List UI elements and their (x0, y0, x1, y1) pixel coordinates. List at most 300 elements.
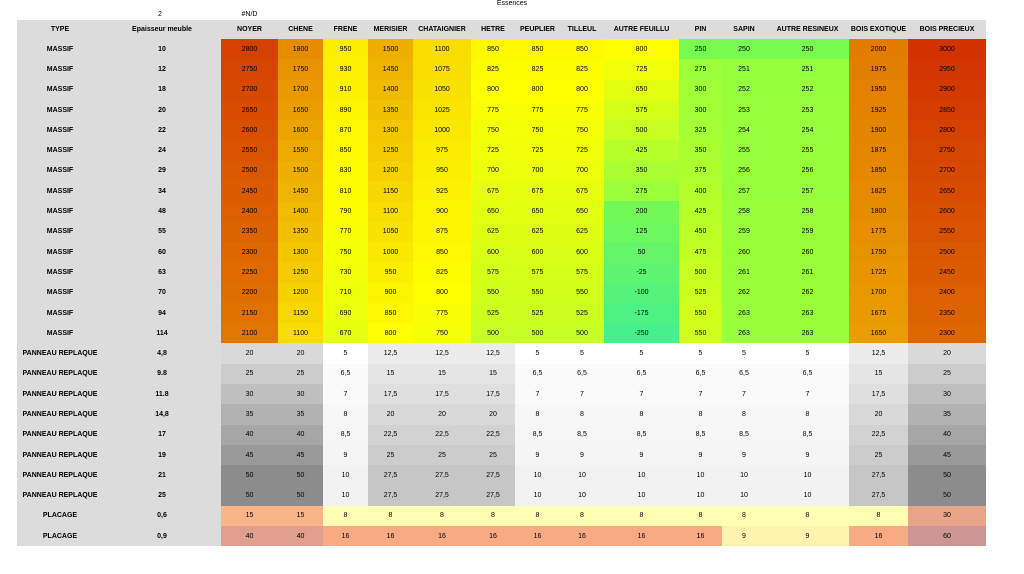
value-cell[interactable]: 800 (515, 80, 560, 100)
value-cell[interactable]: 8,5 (766, 425, 849, 445)
value-cell[interactable]: 200 (604, 201, 679, 221)
value-cell[interactable]: 700 (515, 161, 560, 181)
value-cell[interactable]: 5 (560, 343, 604, 363)
value-cell[interactable]: 9 (766, 445, 849, 465)
row-type-cell[interactable]: PLACAGE (17, 526, 103, 546)
value-cell[interactable]: 22,5 (368, 425, 413, 445)
value-cell[interactable]: 9 (560, 445, 604, 465)
value-cell[interactable]: 1775 (849, 222, 908, 242)
value-cell[interactable]: 8 (323, 404, 368, 424)
value-cell[interactable]: 10 (766, 486, 849, 506)
row-type-cell[interactable]: MASSIF (17, 59, 103, 79)
value-cell[interactable]: 6,5 (766, 364, 849, 384)
value-cell[interactable]: 5 (679, 343, 722, 363)
value-cell[interactable]: 850 (560, 39, 604, 59)
value-cell[interactable]: 262 (722, 283, 766, 303)
value-cell[interactable]: 25 (368, 445, 413, 465)
value-cell[interactable]: 7 (560, 384, 604, 404)
value-cell[interactable]: 5 (766, 343, 849, 363)
value-cell[interactable]: 275 (679, 59, 722, 79)
value-cell[interactable]: 375 (679, 161, 722, 181)
value-cell[interactable]: 1300 (368, 120, 413, 140)
value-cell[interactable]: 825 (413, 262, 471, 282)
value-cell[interactable]: 500 (560, 323, 604, 343)
value-cell[interactable]: 830 (323, 161, 368, 181)
value-cell[interactable]: 10 (515, 465, 560, 485)
thickness-cell[interactable]: 19 (103, 445, 221, 465)
value-cell[interactable]: 45 (908, 445, 986, 465)
value-cell[interactable]: 250 (766, 39, 849, 59)
value-cell[interactable]: 9 (766, 526, 849, 546)
value-cell[interactable]: 15 (849, 364, 908, 384)
value-cell[interactable]: 7 (323, 384, 368, 404)
value-cell[interactable]: 325 (679, 120, 722, 140)
value-cell[interactable]: 9 (515, 445, 560, 465)
value-cell[interactable]: 15 (221, 506, 278, 526)
thickness-cell[interactable]: 11.8 (103, 384, 221, 404)
value-cell[interactable]: 10 (560, 486, 604, 506)
value-cell[interactable]: 30 (908, 506, 986, 526)
value-cell[interactable]: 40 (221, 425, 278, 445)
value-cell[interactable]: 350 (679, 140, 722, 160)
row-type-cell[interactable]: MASSIF (17, 161, 103, 181)
value-cell[interactable]: 10 (679, 465, 722, 485)
value-cell[interactable]: 8 (722, 506, 766, 526)
thickness-cell[interactable]: 114 (103, 323, 221, 343)
value-cell[interactable]: 254 (722, 120, 766, 140)
value-cell[interactable]: 650 (560, 201, 604, 221)
value-cell[interactable]: 9 (323, 445, 368, 465)
value-cell[interactable]: 16 (560, 526, 604, 546)
value-cell[interactable]: 10 (722, 465, 766, 485)
row-type-cell[interactable]: MASSIF (17, 80, 103, 100)
value-cell[interactable]: 300 (679, 100, 722, 120)
value-cell[interactable]: 8 (560, 404, 604, 424)
value-cell[interactable]: 16 (849, 526, 908, 546)
value-cell[interactable]: 50 (908, 465, 986, 485)
value-cell[interactable]: 710 (323, 283, 368, 303)
value-cell[interactable]: 40 (908, 425, 986, 445)
value-cell[interactable]: 2350 (221, 222, 278, 242)
value-cell[interactable]: 253 (766, 100, 849, 120)
value-cell[interactable]: 670 (323, 323, 368, 343)
row-type-cell[interactable]: MASSIF (17, 201, 103, 221)
row-type-cell[interactable]: MASSIF (17, 283, 103, 303)
thickness-cell[interactable]: 63 (103, 262, 221, 282)
value-cell[interactable]: 700 (471, 161, 515, 181)
value-cell[interactable]: 525 (471, 303, 515, 323)
thickness-cell[interactable]: 25 (103, 486, 221, 506)
value-cell[interactable]: 40 (278, 526, 323, 546)
value-cell[interactable]: 8,5 (560, 425, 604, 445)
value-cell[interactable]: 263 (766, 323, 849, 343)
row-type-cell[interactable]: PANNEAU REPLAQUE (17, 425, 103, 445)
value-cell[interactable]: 800 (560, 80, 604, 100)
value-cell[interactable]: 9 (722, 445, 766, 465)
column-header[interactable]: BOIS PRECIEUX (908, 20, 986, 39)
value-cell[interactable]: 2300 (221, 242, 278, 262)
row-type-cell[interactable]: MASSIF (17, 323, 103, 343)
value-cell[interactable]: 1450 (278, 181, 323, 201)
value-cell[interactable]: 1100 (413, 39, 471, 59)
row-type-cell[interactable]: MASSIF (17, 120, 103, 140)
value-cell[interactable]: 27,5 (368, 486, 413, 506)
value-cell[interactable]: 8,5 (722, 425, 766, 445)
value-cell[interactable]: 255 (722, 140, 766, 160)
value-cell[interactable]: 8 (515, 506, 560, 526)
value-cell[interactable]: 1100 (368, 201, 413, 221)
column-header[interactable]: Epaisseur meuble (103, 20, 221, 39)
value-cell[interactable]: 251 (766, 59, 849, 79)
thickness-cell[interactable]: 34 (103, 181, 221, 201)
value-cell[interactable]: 725 (471, 140, 515, 160)
value-cell[interactable]: 50 (908, 486, 986, 506)
row-type-cell[interactable]: MASSIF (17, 242, 103, 262)
value-cell[interactable]: 790 (323, 201, 368, 221)
value-cell[interactable]: 575 (604, 100, 679, 120)
value-cell[interactable]: 7 (722, 384, 766, 404)
value-cell[interactable]: 263 (722, 323, 766, 343)
value-cell[interactable]: 8,5 (515, 425, 560, 445)
value-cell[interactable]: 16 (368, 526, 413, 546)
value-cell[interactable]: 2850 (908, 100, 986, 120)
value-cell[interactable]: 900 (368, 283, 413, 303)
value-cell[interactable]: 16 (413, 526, 471, 546)
value-cell[interactable]: 1750 (849, 242, 908, 262)
value-cell[interactable]: 1900 (849, 120, 908, 140)
value-cell[interactable]: 425 (604, 140, 679, 160)
value-cell[interactable]: 25 (908, 364, 986, 384)
value-cell[interactable]: 8 (471, 506, 515, 526)
row-type-cell[interactable]: PANNEAU REPLAQUE (17, 364, 103, 384)
thickness-cell[interactable]: 94 (103, 303, 221, 323)
thickness-cell[interactable]: 48 (103, 201, 221, 221)
value-cell[interactable]: 8 (722, 404, 766, 424)
value-cell[interactable]: 25 (471, 445, 515, 465)
value-cell[interactable]: 262 (766, 283, 849, 303)
value-cell[interactable]: 2000 (849, 39, 908, 59)
value-cell[interactable]: 20 (221, 343, 278, 363)
value-cell[interactable]: 600 (515, 242, 560, 262)
value-cell[interactable]: 500 (515, 323, 560, 343)
value-cell[interactable]: 1400 (278, 201, 323, 221)
value-cell[interactable]: 1950 (849, 80, 908, 100)
value-cell[interactable]: 40 (278, 425, 323, 445)
value-cell[interactable]: 1100 (278, 323, 323, 343)
value-cell[interactable]: 10 (323, 486, 368, 506)
value-cell[interactable]: 825 (471, 59, 515, 79)
value-cell[interactable]: 17,5 (368, 384, 413, 404)
thickness-cell[interactable]: 10 (103, 39, 221, 59)
thickness-cell[interactable]: 12 (103, 59, 221, 79)
row-type-cell[interactable]: PANNEAU REPLAQUE (17, 445, 103, 465)
value-cell[interactable]: 2550 (221, 140, 278, 160)
value-cell[interactable]: 60 (908, 526, 986, 546)
value-cell[interactable]: 30 (278, 384, 323, 404)
value-cell[interactable]: 725 (604, 59, 679, 79)
value-cell[interactable]: 1650 (849, 323, 908, 343)
value-cell[interactable]: 10 (323, 465, 368, 485)
value-cell[interactable]: 800 (413, 283, 471, 303)
value-cell[interactable]: 900 (413, 201, 471, 221)
value-cell[interactable]: 10 (604, 486, 679, 506)
value-cell[interactable]: 6,5 (515, 364, 560, 384)
row-type-cell[interactable]: PANNEAU REPLAQUE (17, 486, 103, 506)
value-cell[interactable]: 2600 (908, 201, 986, 221)
value-cell[interactable]: 525 (679, 283, 722, 303)
value-cell[interactable]: 8 (604, 404, 679, 424)
value-cell[interactable]: 2150 (221, 303, 278, 323)
value-cell[interactable]: 20 (849, 404, 908, 424)
value-cell[interactable]: 1975 (849, 59, 908, 79)
value-cell[interactable]: 2350 (908, 303, 986, 323)
value-cell[interactable]: 12,5 (368, 343, 413, 363)
value-cell[interactable]: 1825 (849, 181, 908, 201)
value-cell[interactable]: 300 (679, 80, 722, 100)
value-cell[interactable]: 775 (471, 100, 515, 120)
value-cell[interactable]: 1200 (278, 283, 323, 303)
value-cell[interactable]: 725 (515, 140, 560, 160)
column-header[interactable]: AUTRE RESINEUX (766, 20, 849, 39)
value-cell[interactable]: 7 (679, 384, 722, 404)
value-cell[interactable]: 251 (722, 59, 766, 79)
value-cell[interactable]: 260 (722, 242, 766, 262)
value-cell[interactable]: 35 (278, 404, 323, 424)
value-cell[interactable]: 550 (560, 283, 604, 303)
value-cell[interactable]: 252 (722, 80, 766, 100)
thickness-cell[interactable]: 21 (103, 465, 221, 485)
value-cell[interactable]: 8,5 (604, 425, 679, 445)
value-cell[interactable]: 1850 (849, 161, 908, 181)
value-cell[interactable]: 20 (471, 404, 515, 424)
value-cell[interactable]: 10 (515, 486, 560, 506)
thickness-cell[interactable]: 20 (103, 100, 221, 120)
value-cell[interactable]: 22,5 (471, 425, 515, 445)
value-cell[interactable]: 475 (679, 242, 722, 262)
thickness-cell[interactable]: 60 (103, 242, 221, 262)
value-cell[interactable]: 825 (560, 59, 604, 79)
value-cell[interactable]: 8,5 (323, 425, 368, 445)
value-cell[interactable]: 10 (722, 486, 766, 506)
value-cell[interactable]: 35 (908, 404, 986, 424)
value-cell[interactable]: 925 (413, 181, 471, 201)
value-cell[interactable]: 750 (471, 120, 515, 140)
row-type-cell[interactable]: MASSIF (17, 140, 103, 160)
column-header[interactable]: PIN (679, 20, 722, 39)
value-cell[interactable]: 10 (766, 465, 849, 485)
value-cell[interactable]: 125 (604, 222, 679, 242)
value-cell[interactable]: 20 (368, 404, 413, 424)
value-cell[interactable]: 8 (604, 506, 679, 526)
value-cell[interactable]: 825 (515, 59, 560, 79)
column-header[interactable]: AUTRE FEUILLU (604, 20, 679, 39)
value-cell[interactable]: 25 (221, 364, 278, 384)
value-cell[interactable]: 950 (323, 39, 368, 59)
value-cell[interactable]: 625 (560, 222, 604, 242)
value-cell[interactable]: 675 (471, 181, 515, 201)
value-cell[interactable]: 500 (679, 262, 722, 282)
value-cell[interactable]: 650 (471, 201, 515, 221)
value-cell[interactable]: 450 (679, 222, 722, 242)
value-cell[interactable]: 1925 (849, 100, 908, 120)
value-cell[interactable]: 2800 (908, 120, 986, 140)
thickness-cell[interactable]: 70 (103, 283, 221, 303)
value-cell[interactable]: 8,5 (679, 425, 722, 445)
value-cell[interactable]: 5 (722, 343, 766, 363)
value-cell[interactable]: 1150 (278, 303, 323, 323)
value-cell[interactable]: 1700 (278, 80, 323, 100)
value-cell[interactable]: 8 (560, 506, 604, 526)
value-cell[interactable]: 8 (766, 506, 849, 526)
value-cell[interactable]: 1350 (368, 100, 413, 120)
value-cell[interactable]: 650 (604, 80, 679, 100)
value-cell[interactable]: 257 (722, 181, 766, 201)
value-cell[interactable]: 3000 (908, 39, 986, 59)
value-cell[interactable]: -100 (604, 283, 679, 303)
value-cell[interactable]: 1075 (413, 59, 471, 79)
value-cell[interactable]: 2500 (221, 161, 278, 181)
row-type-cell[interactable]: MASSIF (17, 262, 103, 282)
value-cell[interactable]: 25 (849, 445, 908, 465)
value-cell[interactable]: 254 (766, 120, 849, 140)
value-cell[interactable]: 2500 (908, 242, 986, 262)
value-cell[interactable]: 1300 (278, 242, 323, 262)
value-cell[interactable]: 550 (515, 283, 560, 303)
value-cell[interactable]: 250 (679, 39, 722, 59)
value-cell[interactable]: 258 (766, 201, 849, 221)
value-cell[interactable]: 27,5 (368, 465, 413, 485)
value-cell[interactable]: 6,5 (604, 364, 679, 384)
row-type-cell[interactable]: MASSIF (17, 222, 103, 242)
value-cell[interactable]: 256 (766, 161, 849, 181)
value-cell[interactable]: 258 (722, 201, 766, 221)
value-cell[interactable]: 850 (515, 39, 560, 59)
thickness-cell[interactable]: 55 (103, 222, 221, 242)
value-cell[interactable]: 950 (413, 161, 471, 181)
value-cell[interactable]: 1550 (278, 140, 323, 160)
value-cell[interactable]: 1500 (278, 161, 323, 181)
column-header[interactable]: CHENE (278, 20, 323, 39)
value-cell[interactable]: 6,5 (679, 364, 722, 384)
row-type-cell[interactable]: PANNEAU REPLAQUE (17, 343, 103, 363)
value-cell[interactable]: 50 (278, 465, 323, 485)
value-cell[interactable]: 890 (323, 100, 368, 120)
value-cell[interactable]: 850 (323, 140, 368, 160)
value-cell[interactable]: 2700 (221, 80, 278, 100)
value-cell[interactable]: 10 (604, 465, 679, 485)
value-cell[interactable]: 10 (679, 486, 722, 506)
thickness-cell[interactable]: 17 (103, 425, 221, 445)
thickness-cell[interactable]: 24 (103, 140, 221, 160)
value-cell[interactable]: 30 (221, 384, 278, 404)
value-cell[interactable]: 6,5 (722, 364, 766, 384)
column-header[interactable]: SAPIN (722, 20, 766, 39)
value-cell[interactable]: 27,5 (849, 486, 908, 506)
value-cell[interactable]: 20 (278, 343, 323, 363)
thickness-cell[interactable]: 0,9 (103, 526, 221, 546)
row-type-cell[interactable]: PANNEAU REPLAQUE (17, 465, 103, 485)
value-cell[interactable]: 45 (221, 445, 278, 465)
value-cell[interactable]: 259 (766, 222, 849, 242)
value-cell[interactable]: 16 (604, 526, 679, 546)
value-cell[interactable]: 2950 (908, 59, 986, 79)
value-cell[interactable]: 2450 (908, 262, 986, 282)
value-cell[interactable]: 1700 (849, 283, 908, 303)
value-cell[interactable]: 2900 (908, 80, 986, 100)
value-cell[interactable]: 1600 (278, 120, 323, 140)
value-cell[interactable]: 8 (849, 506, 908, 526)
row-type-cell[interactable]: PLACAGE (17, 506, 103, 526)
value-cell[interactable]: 25 (278, 364, 323, 384)
value-cell[interactable]: 16 (471, 526, 515, 546)
value-cell[interactable]: 12,5 (849, 343, 908, 363)
value-cell[interactable]: 975 (413, 140, 471, 160)
value-cell[interactable]: 1250 (368, 140, 413, 160)
value-cell[interactable]: 1450 (368, 59, 413, 79)
value-cell[interactable]: 625 (515, 222, 560, 242)
value-cell[interactable]: 5 (515, 343, 560, 363)
value-cell[interactable]: 50 (221, 465, 278, 485)
value-cell[interactable]: 1800 (849, 201, 908, 221)
value-cell[interactable]: 800 (471, 80, 515, 100)
value-cell[interactable]: 8 (323, 506, 368, 526)
value-cell[interactable]: 725 (560, 140, 604, 160)
value-cell[interactable]: 1500 (368, 39, 413, 59)
value-cell[interactable]: 1250 (278, 262, 323, 282)
value-cell[interactable]: 750 (560, 120, 604, 140)
value-cell[interactable]: 400 (679, 181, 722, 201)
value-cell[interactable]: 850 (471, 39, 515, 59)
thickness-cell[interactable]: 18 (103, 80, 221, 100)
value-cell[interactable]: 256 (722, 161, 766, 181)
value-cell[interactable]: 2750 (221, 59, 278, 79)
value-cell[interactable]: 22,5 (413, 425, 471, 445)
value-cell[interactable]: 1150 (368, 181, 413, 201)
value-cell[interactable]: 25 (413, 445, 471, 465)
value-cell[interactable]: 15 (471, 364, 515, 384)
value-cell[interactable]: 5 (323, 343, 368, 363)
value-cell[interactable]: 2400 (221, 201, 278, 221)
value-cell[interactable]: 800 (368, 323, 413, 343)
value-cell[interactable]: 22,5 (849, 425, 908, 445)
value-cell[interactable]: 675 (560, 181, 604, 201)
value-cell[interactable]: 9 (722, 526, 766, 546)
value-cell[interactable]: 775 (515, 100, 560, 120)
value-cell[interactable]: 525 (560, 303, 604, 323)
value-cell[interactable]: 525 (515, 303, 560, 323)
value-cell[interactable]: 16 (323, 526, 368, 546)
value-cell[interactable]: 1650 (278, 100, 323, 120)
value-cell[interactable]: 8 (368, 506, 413, 526)
column-header[interactable]: FRENE (323, 20, 368, 39)
value-cell[interactable]: 2250 (221, 262, 278, 282)
column-header[interactable]: NOYER (221, 20, 278, 39)
value-cell[interactable]: 9 (604, 445, 679, 465)
thickness-cell[interactable]: 0,6 (103, 506, 221, 526)
thickness-cell[interactable]: 14,8 (103, 404, 221, 424)
value-cell[interactable]: 9 (679, 445, 722, 465)
value-cell[interactable]: 50 (604, 242, 679, 262)
value-cell[interactable]: 252 (766, 80, 849, 100)
row-type-cell[interactable]: MASSIF (17, 100, 103, 120)
value-cell[interactable]: 7 (515, 384, 560, 404)
thickness-cell[interactable]: 4,8 (103, 343, 221, 363)
column-header[interactable]: HETRE (471, 20, 515, 39)
value-cell[interactable]: 15 (413, 364, 471, 384)
value-cell[interactable]: 1675 (849, 303, 908, 323)
value-cell[interactable]: 690 (323, 303, 368, 323)
value-cell[interactable]: 575 (560, 262, 604, 282)
